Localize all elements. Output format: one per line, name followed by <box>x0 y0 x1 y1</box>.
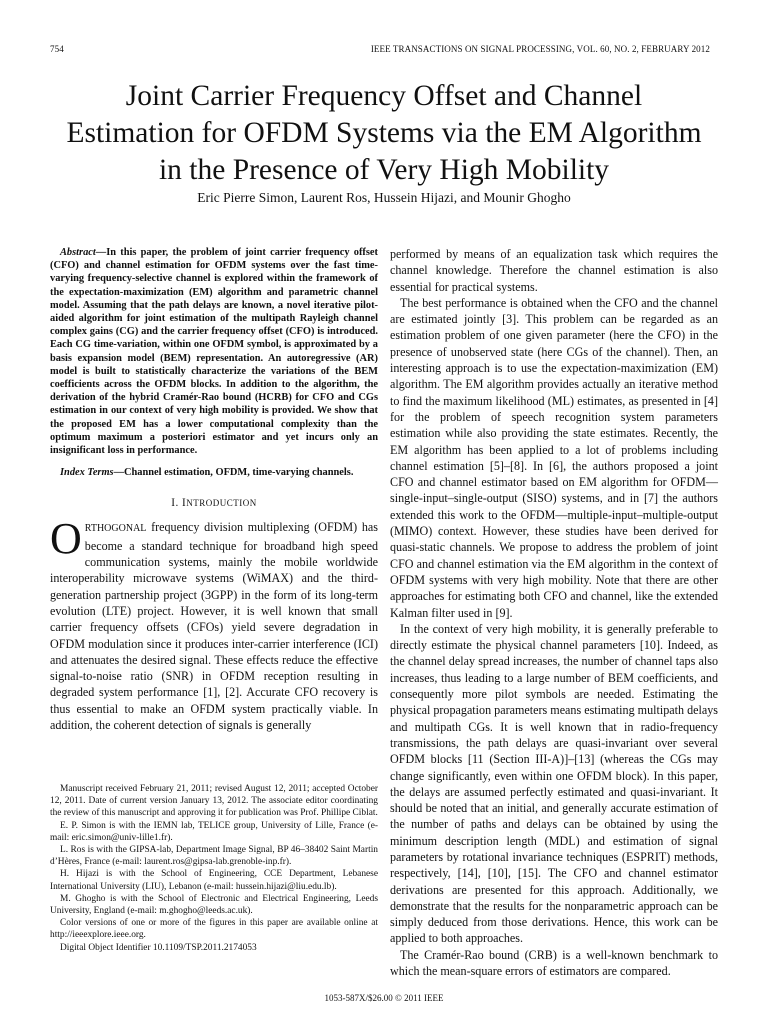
footnote-doi: Digital Object Identifier 10.1109/TSP.2011.2174053 <box>60 942 257 953</box>
author-list: Eric Pierre Simon, Laurent Ros, Hussein Hijazi, and Mounir Ghogho <box>197 190 571 205</box>
index-terms-label: Index Terms <box>60 467 114 479</box>
index-terms-text: Channel estimation, OFDM, time-varying channels. <box>124 467 354 479</box>
title-line: Joint Carrier Frequency Offset and Channel <box>125 80 643 112</box>
title-line: Estimation for OFDM Systems via the EM Algorithm <box>66 117 702 149</box>
intro-smallcaps: RTHOGONAL <box>84 523 147 535</box>
drop-cap: O <box>50 514 82 564</box>
footnotes <box>50 783 378 954</box>
left-column <box>50 246 378 733</box>
abstract-label: Abstract <box>60 247 96 258</box>
right-column <box>390 246 718 979</box>
journal-header: IEEE TRANSACTIONS ON SIGNAL PROCESSING, VOL. 60, NO. 2, FEBRUARY 2012 <box>370 44 710 54</box>
footnote: Manuscript received February 21, 2011; revised August 12, 2011; accepted October 12, 2011. Date of current version January 13, 2012. The associate editor coordinating the review of this manuscript and approving it for publication was Prof. Phillipe Ciblat. <box>50 784 378 819</box>
abstract-text: In this paper, the problem of joint carrier frequency offset (CFO) and channel estimation for OFDM systems over the fast time-varying frequency-selective channel is explored within the framework of the expectation-maximization (EM) algorithm and parametric channel model. Assuming that the path delays are known, a novel iterative pilot-aided algorithm for joint estimation of the multipath Rayleigh channel complex gains (CG) and the carrier frequency offset (CFO) is introduced. Each CG time-variation, within one OFDM symbol, is approximated by a basis expansion model (BEM) representation. An autoregressive (AR) model is built to statistically characterize the variations of the BEM coefficients across the OFDM blocks. In addition to the algorithm, the derivation of the hybrid Cramér-Rao bound (HCRB) for CFO and CGs estimation in our context of very high mobility is provided. We show that the proposed EM has a lower computational complexity than the optimum maximum a posteriori estimator and yet incurs only an insignificant loss in performance. <box>50 247 378 457</box>
index-terms: Index Terms—Channel estimation, OFDM, time-varying channels. <box>60 467 354 479</box>
title-line: in the Presence of Very High Mobility <box>158 154 610 186</box>
footnote: Color versions of one or more of the figures in this paper are available online at http://ieeexplore.ieee.org. <box>50 918 378 941</box>
section-rest: NTRODUCTION <box>186 498 257 509</box>
body-paragraph: The best performance is obtained when the CFO and the channel are estimated jointly [3]. This problem can be regarded as an estimation problem of one given parameter (here the CFO) in the presence of unobserved state (here CGs of the channel). Then, an interesting approach is to use the expectation-maximization (EM) algorithm. The EM algorithm provides actually an iterative method to find the maximum likelihood (ML) estimates, as presented in [4] for the problem of speech recognition system parameters estimation while also providing the state estimates. Recently, the EM algorithm has been applied to a lot of problems including channel estimation [5]–[8]. In [6], the authors proposed a joint CFO and channel estimator based on EM algorithm for OFDM—single-input–single-output (SISO) systems, and in [7] the authors extended this work to the OFDM—multiple-input–multiple-output (MIMO) context. However, these studies have been derived for quasi-static channels. We propose to address the problem of joint CFO and channel estimation via the EM algorithm in the context of OFDM systems with very high mobility. Note that there are other approaches for estimating both CFO and channel, like the extended Kalman filter used in [9]. <box>390 295 718 620</box>
footnote: L. Ros is with the GIPSA-lab, Department Image Signal, BP 46–38402 Saint Martin d’Hères, France (e-mail: laurent.ros@gipsa-lab.grenoble-inp.fr). <box>50 845 378 868</box>
body-paragraph: In the context of very high mobility, it is generally preferable to directly estimate the physical channel parameters [10]. Indeed, as the channel delay spread increases, the number of channel taps also increases, thus leading to a large number of BEM coefficients, and consequently more pilot symbols are needed. Estimating the physical propagation parameters means estimating multipath delays and multipath CGs. It is well known that in radio-frequency transmissions, the path delays are quasi-invariant over several OFDM blocks [11 (Section III-A)]–[13] (whereas the CGs may change significantly, even within one OFDM block). In this paper, the delays are assumed perfectly estimated and quasi-invariant. It should be noted that an initial, and generally accurate estimation of the number of paths and delays can be obtained by using the minimum description length (MDL) and estimation of signal parameters by rotational invariance techniques (ESPRIT) methods, respectively, [14], [10], [15]. The CFO and channel estimator derivations are presented for this approach. Additionally, we demonstrate that the results for the nonparametric approach can be simply deduced from those derivations. Hence, this work can be applied to both approaches. <box>390 621 718 946</box>
copyright-footer: 1053-587X/$26.00 © 2011 IEEE <box>324 993 444 1003</box>
footnote: M. Ghogho is with the School of Electronic and Electrical Engineering, Leeds University, England (e-mail: m.ghogho@leeds.ac.uk). <box>50 893 378 917</box>
section-first-letter: I <box>182 497 187 510</box>
body-paragraph: performed by means of an equalization task which requires the channel knowledge. Therefore the channel estimation is also essential for practical systems. <box>390 247 718 294</box>
body-paragraph: The Cramér-Rao bound (CRB) is a well-known benchmark to which the mean-square errors of estimators are compared. <box>390 947 718 979</box>
paper-title <box>50 78 718 189</box>
abstract: Abstract—In this paper, the problem of joint carrier frequency offset (CFO) and channel estimation for OFDM systems over the fast time-varying frequency-selective channel is explored within the framework of the expectation-maximization (EM) algorithm and parametric channel model. Assuming that the path delays are known, a novel iterative pilot-aided algorithm for joint estimation of the multipath Rayleigh channel complex gains (CG) and the carrier frequency offset (CFO) is introduced. Each CG time-variation, within one OFDM symbol, is approximated by a basis expansion model (BEM) representation. An autoregressive (AR) model is built to statistically characterize the variations of the BEM coefficients across the OFDM blocks. In addition to the algorithm, the derivation of the hybrid Cramér-Rao bound (HCRB) for CFO and CGs estimation in our context of very high mobility is provided. We show that the proposed EM has a lower computational complexity than the optimum maximum a posteriori estimator and yet incurs only an insignificant loss in performance. <box>50 247 378 457</box>
intro-text: frequency division multiplexing (OFDM) has become a standard technique for broadband high speed communication systems, mainly the mobile worldwide interoperability microwave systems (WiMAX) and the third-generation partnership project (3GPP) in the form of its long-term evolution (LTE) project. However, it is well known that small carrier frequency offsets (CFOs) yield severe degradation in OFDM modulation since it produces inter-carrier interference (ICI) and attenuates the desired signal. These effects reduce the effective signal-to-noise ratio (SNR) in OFDM reception resulting in degraded system performance [1], [2]. Accurate CFO recovery is thus essential to make an OFDM system practically viable. In addition, the coherent detection of signals is generally <box>50 520 378 733</box>
section-numeral: I. <box>171 497 179 510</box>
footnote: E. P. Simon is with the IEMN lab, TELICE group, University of Lille, France (e-mail: eric.simon@univ-lille1.fr). <box>50 820 378 843</box>
section-heading <box>50 497 378 509</box>
page-number: 754 <box>50 44 64 54</box>
footnote: H. Hijazi is with the School of Engineering, CCE Department, Lebanese International University (LIU), Lebanon (e-mail: hussein.hijazi@liu.edu.lb). <box>50 869 378 892</box>
intro-paragraph <box>50 514 378 733</box>
